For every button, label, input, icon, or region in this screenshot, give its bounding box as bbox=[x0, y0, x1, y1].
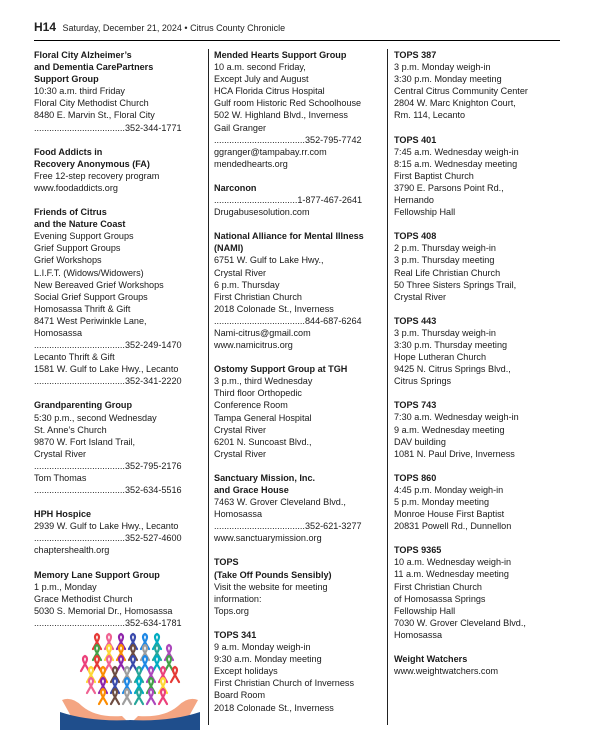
awareness-ribbon-icon bbox=[87, 678, 95, 693]
dateline: Saturday, December 21, 2024 • Citrus County Chronicle bbox=[62, 23, 286, 33]
listing-entry bbox=[394, 230, 560, 303]
phone-number: ....................................352-634-1781 bbox=[34, 617, 182, 628]
listing-line: Floral City Methodist Church bbox=[34, 98, 149, 109]
listing-line: Free 12-step recovery program bbox=[34, 170, 160, 181]
listing-entry bbox=[394, 399, 560, 459]
awareness-ribbon-icon bbox=[123, 689, 131, 704]
listing-line: 11 a.m. Wednesday meeting bbox=[394, 569, 509, 580]
listing-line: 9870 W. Fort Island Trail, bbox=[34, 436, 136, 447]
awareness-ribbon-icon bbox=[153, 656, 161, 671]
listing-line: HCA Florida Citrus Hospital bbox=[214, 86, 325, 97]
listing-line: Fellowship Hall bbox=[394, 605, 456, 616]
listing-line: Grief Support Groups bbox=[34, 243, 121, 254]
listing-entry bbox=[394, 544, 560, 641]
listing-line: 7:30 a.m. Wednesday weigh-in bbox=[394, 412, 519, 423]
listing-line: Board Room bbox=[214, 690, 266, 701]
listing-entry bbox=[34, 399, 202, 496]
listing-entry bbox=[394, 134, 560, 219]
website[interactable]: www.foodaddicts.org bbox=[34, 182, 118, 193]
website[interactable]: Tops.org bbox=[214, 605, 249, 616]
listing-entry bbox=[394, 472, 560, 532]
listing-line: Homosassa bbox=[394, 629, 443, 640]
listing-title: Narconon bbox=[214, 182, 257, 193]
phone-number: ....................................352-621-3277 bbox=[214, 521, 362, 532]
listing-line: Hope Lutheran Church bbox=[394, 352, 487, 363]
awareness-ribbon-icon bbox=[117, 656, 125, 671]
listing-line: Citrus Springs bbox=[394, 376, 452, 387]
listing-line: New Bereaved Grief Workshops bbox=[34, 279, 164, 290]
listing-line: 6751 W. Gulf to Lake Hwy., bbox=[214, 255, 324, 266]
listing-line: Crystal River bbox=[214, 448, 267, 459]
listing-line: 3790 E. Parsons Point Rd., bbox=[394, 182, 504, 193]
listing-line: First Christian Church bbox=[394, 581, 482, 592]
listing-line: 3:30 p.m. Monday meeting bbox=[394, 74, 502, 85]
listing-title: Food Addicts in Recovery Anonymous (FA) bbox=[34, 146, 150, 169]
listing-line: 7463 W. Grover Cleveland Blvd., bbox=[214, 497, 346, 508]
listing-line: 6 p.m. Thursday bbox=[214, 279, 280, 290]
phone-number: ....................................352-795-7742 bbox=[214, 134, 362, 145]
listing-line: Except holidays bbox=[214, 666, 278, 677]
awareness-ribbon-icon bbox=[141, 656, 149, 671]
listing-line: Hernando bbox=[394, 195, 434, 206]
column-divider bbox=[208, 49, 209, 725]
phone-number: .................................1-877-467-2641 bbox=[214, 195, 363, 206]
awareness-ribbon-icon bbox=[159, 689, 167, 704]
listing-line: Except July and August bbox=[214, 74, 309, 85]
listing-title: Ostomy Support Group at TGH bbox=[214, 364, 348, 375]
listing-entry bbox=[394, 49, 560, 122]
listing-line: 502 W. Highland Blvd., Inverness bbox=[214, 110, 348, 121]
listing-line: Tampa General Hospital bbox=[214, 412, 312, 423]
listing-line: First Christian Church bbox=[214, 291, 302, 302]
listing-line: Tom Thomas bbox=[34, 473, 87, 483]
listing-line: 5:30 p.m., second Wednesday bbox=[34, 412, 157, 423]
listing-line: 9:30 a.m. Monday meeting bbox=[214, 654, 322, 665]
awareness-ribbon-icon bbox=[147, 689, 155, 704]
listing-line: Homosassa bbox=[34, 327, 83, 338]
listing-title: TOPS 9365 bbox=[394, 545, 442, 556]
header-rule bbox=[34, 40, 560, 41]
website[interactable]: www.sanctuarymission.org bbox=[214, 533, 322, 544]
listing-line: 2018 Colonade St., Inverness bbox=[214, 303, 334, 314]
listing-line: 10 a.m. second Friday, bbox=[214, 62, 306, 73]
listing-line: Crystal River bbox=[34, 448, 87, 459]
awareness-ribbon-icon bbox=[135, 689, 143, 704]
listing-column-2 bbox=[214, 49, 382, 726]
listing-line: 7030 W. Grover Cleveland Blvd., bbox=[394, 617, 526, 628]
listing-title: Floral City Alzheimer’s and Dementia CarePartners Support Group bbox=[34, 50, 154, 85]
listing-line: 20831 Powell Rd., Dunnellon bbox=[394, 521, 512, 532]
awareness-ribbon-icon bbox=[105, 656, 113, 671]
phone-number: ....................................352-344-1771 bbox=[34, 122, 182, 133]
listing-line: information: bbox=[214, 593, 262, 604]
listing-line: DAV building bbox=[394, 436, 446, 447]
listing-line: Crystal River bbox=[394, 291, 447, 302]
phone-number: ....................................352-341-2220 bbox=[34, 376, 182, 387]
listing-title: Friends of Citrus and the Nature Coast bbox=[34, 207, 126, 230]
listing-line: Gail Granger bbox=[214, 122, 267, 133]
listing-title: National Alliance for Mental Illness (NAMI) bbox=[214, 231, 364, 254]
listing-line: Homosassa bbox=[214, 509, 263, 520]
listing-line: 8:15 a.m. Wednesday meeting bbox=[394, 158, 518, 169]
listing-entry bbox=[214, 472, 382, 545]
website[interactable]: mendedhearts.org bbox=[214, 158, 288, 169]
listing-title: TOPS 443 bbox=[394, 315, 437, 326]
website[interactable]: Drugabusesolution.com bbox=[214, 207, 310, 218]
awareness-ribbon-icon bbox=[129, 656, 137, 671]
listing-line: 3:30 p.m. Thursday meeting bbox=[394, 339, 508, 350]
website[interactable]: www.weightwatchers.com bbox=[394, 666, 499, 677]
listing-line: Real Life Christian Church bbox=[394, 267, 501, 278]
listing-line: Fellowship Hall bbox=[394, 207, 456, 218]
phone-number: ....................................352-634-5516 bbox=[34, 485, 182, 496]
listing-line: of Homosassa Springs bbox=[394, 593, 486, 604]
listing-line: St. Anne’s Church bbox=[34, 424, 107, 435]
listing-entry bbox=[394, 653, 560, 677]
listing-line: 1081 N. Paul Drive, Inverness bbox=[394, 448, 515, 459]
listing-line: 6201 N. Suncoast Blvd., bbox=[214, 436, 312, 447]
listing-line: First Christian Church of Inverness bbox=[214, 678, 354, 689]
listing-line: Lecanto Thrift & Gift bbox=[34, 352, 115, 363]
phone-number: ....................................844-687-6264 bbox=[214, 315, 362, 326]
listing-line: 10 a.m. Wednesday weigh-in bbox=[394, 557, 512, 568]
listing-title: Mended Hearts Support Group bbox=[214, 50, 347, 60]
listing-line: 4:45 p.m. Monday weigh-in bbox=[394, 484, 504, 495]
listing-column-1 bbox=[34, 49, 202, 641]
listing-title: TOPS (Take Off Pounds Sensibly) bbox=[214, 557, 332, 580]
listing-line: 50 Three Sisters Springs Trail, bbox=[394, 279, 517, 290]
email-address[interactable]: Nami-citrus@gmail.com bbox=[214, 327, 311, 338]
listing-line: 9 a.m. Wednesday meeting bbox=[394, 424, 505, 435]
listing-line: 9425 N. Citrus Springs Blvd., bbox=[394, 364, 511, 375]
listing-line: Conference Room bbox=[214, 400, 288, 411]
listing-title: TOPS 341 bbox=[214, 629, 257, 640]
listing-title: TOPS 387 bbox=[394, 50, 437, 60]
listing-line: Crystal River bbox=[214, 267, 267, 278]
phone-number: ....................................352-249-1470 bbox=[34, 340, 182, 351]
listing-line: 2018 Colonade St., Inverness bbox=[214, 702, 334, 713]
column-divider bbox=[387, 49, 388, 725]
listing-line: L.I.F.T. (Widows/Widowers) bbox=[34, 267, 144, 278]
listing-entry bbox=[214, 556, 382, 616]
listing-entry bbox=[34, 206, 202, 387]
listing-line: Grief Workshops bbox=[34, 255, 102, 266]
listing-line: 3 p.m. Monday weigh-in bbox=[394, 62, 491, 73]
listing-line: 7:45 a.m. Wednesday weigh-in bbox=[394, 146, 519, 157]
listing-line: 2 p.m. Thursday weigh-in bbox=[394, 243, 496, 254]
awareness-ribbon-icon bbox=[111, 689, 119, 704]
listing-entry bbox=[34, 49, 202, 134]
page-header bbox=[34, 21, 560, 39]
awareness-ribbon-icon bbox=[171, 667, 179, 682]
listing-line: 1581 W. Gulf to Lake Hwy., Lecanto bbox=[34, 364, 179, 375]
listing-title: TOPS 860 bbox=[394, 472, 437, 483]
website[interactable]: www.namicitrus.org bbox=[214, 340, 293, 351]
listing-entry bbox=[214, 49, 382, 170]
phone-number: ....................................352-795-2176 bbox=[34, 460, 182, 471]
listing-line: Rm. 114, Lecanto bbox=[394, 110, 466, 121]
listing-line: 5030 S. Memorial Dr., Homosassa bbox=[34, 605, 173, 616]
listing-line: 10:30 a.m. third Friday bbox=[34, 86, 125, 97]
listing-line: Crystal River bbox=[214, 424, 267, 435]
listing-line: Gulf room Historic Red Schoolhouse bbox=[214, 98, 362, 109]
listing-entry bbox=[214, 230, 382, 351]
listing-column-3 bbox=[394, 49, 560, 689]
listing-line: Monroe House First Baptist bbox=[394, 509, 505, 520]
listing-line: 3 p.m. Thursday meeting bbox=[394, 255, 495, 266]
listing-line: Visit the website for meeting bbox=[214, 581, 328, 592]
website[interactable]: chaptershealth.org bbox=[34, 545, 110, 556]
listing-title: Sanctuary Mission, Inc. and Grace House bbox=[214, 472, 316, 495]
listing-line: Social Grief Support Groups bbox=[34, 291, 148, 302]
listing-line: 3 p.m. Thursday weigh-in bbox=[394, 327, 496, 338]
listing-entry bbox=[34, 569, 202, 629]
listing-title: Weight Watchers bbox=[394, 654, 468, 665]
listing-title: TOPS 743 bbox=[394, 400, 437, 411]
listing-entry bbox=[214, 182, 382, 218]
awareness-ribbon-icon bbox=[81, 656, 89, 671]
listing-title: Grandparenting Group bbox=[34, 400, 133, 411]
listing-title: HPH Hospice bbox=[34, 509, 92, 520]
listing-line: 2939 W. Gulf to Lake Hwy., Lecanto bbox=[34, 521, 179, 532]
phone-number: ....................................352-527-4600 bbox=[34, 533, 182, 544]
listing-entry bbox=[34, 508, 202, 556]
listing-line: Homosassa Thrift & Gift bbox=[34, 303, 131, 314]
page-number: H14 bbox=[34, 20, 57, 34]
listing-line: 9 a.m. Monday weigh-in bbox=[214, 642, 311, 653]
listing-title: TOPS 408 bbox=[394, 231, 437, 242]
listing-line: Evening Support Groups bbox=[34, 231, 134, 242]
listing-line: 8471 West Periwinkle Lane, bbox=[34, 315, 147, 326]
listing-title: TOPS 401 bbox=[394, 134, 437, 145]
listing-line: Third floor Orthopedic bbox=[214, 388, 302, 399]
listing-title: Memory Lane Support Group bbox=[34, 569, 160, 580]
listing-entry bbox=[394, 315, 560, 388]
email-address[interactable]: ggranger@tampabay.rr.com bbox=[214, 146, 327, 157]
listing-line: Central Citrus Community Center bbox=[394, 86, 528, 97]
listing-line: 2804 W. Marc Knighton Court, bbox=[394, 98, 516, 109]
listing-line: 8480 E. Marvin St., Floral City bbox=[34, 110, 155, 121]
listing-line: Grace Methodist Church bbox=[34, 593, 133, 604]
awareness-ribbon-icon bbox=[165, 656, 173, 671]
listing-line: 3 p.m., third Wednesday bbox=[214, 376, 313, 387]
hands-holding-awareness-ribbons-icon bbox=[60, 630, 200, 730]
listing-line: First Baptist Church bbox=[394, 170, 474, 181]
awareness-ribbon-icon bbox=[93, 656, 101, 671]
awareness-ribbon-icon bbox=[99, 689, 107, 704]
listing-entry bbox=[34, 146, 202, 194]
listing-line: 1 p.m., Monday bbox=[34, 581, 97, 592]
listing-line: 5 p.m. Monday meeting bbox=[394, 497, 490, 507]
listing-entry bbox=[214, 363, 382, 460]
listing-entry bbox=[214, 629, 382, 714]
